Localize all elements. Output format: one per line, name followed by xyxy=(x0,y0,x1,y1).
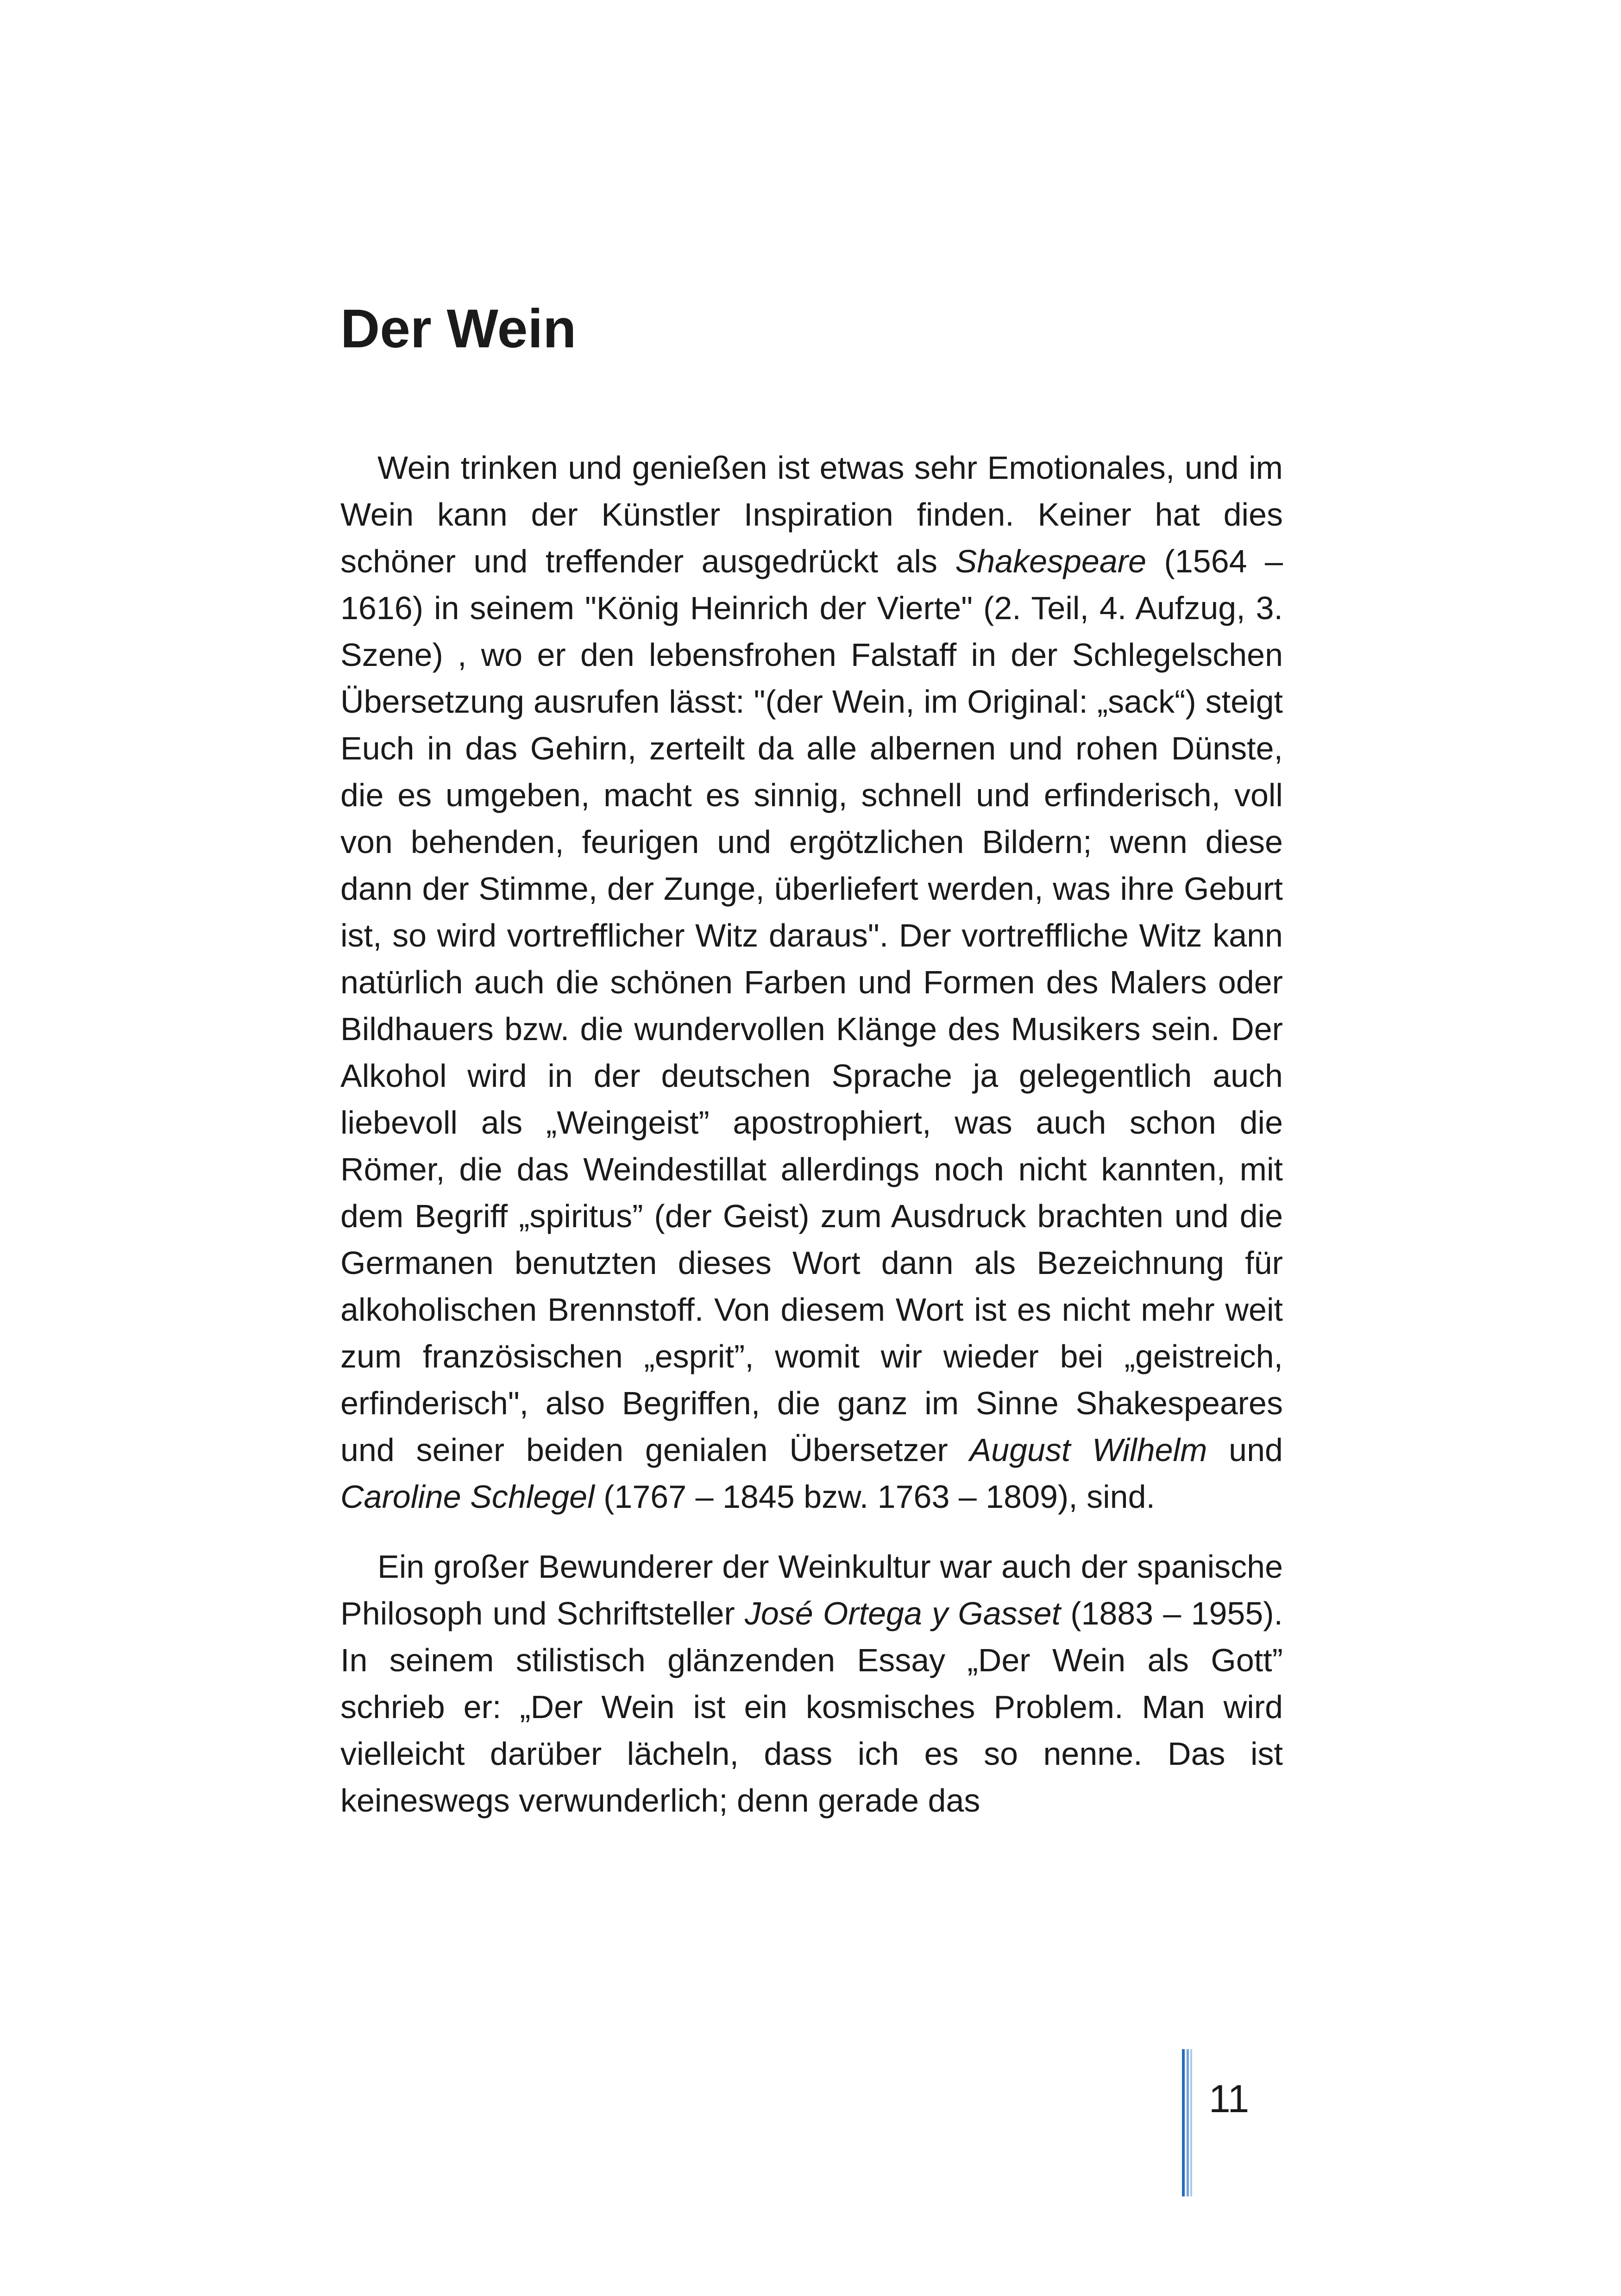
paragraph-1-text-4: (1767 – 1845 bzw. 1763 – 1809), sind. xyxy=(594,1479,1155,1515)
chapter-body xyxy=(340,445,1283,1824)
paragraph-2-text-2: (1883 – 1955). In seinem stilistisch glänzenden Essay „Der Wein als Gott” schrieb er: „Der Wein ist ein kosmisches Problem. Man wird vielleicht darüber lächeln, dass ich es so nenne. Das ist keineswegs verwunderlich; denn gerade das xyxy=(340,1595,1283,1819)
paragraph-1-text-2: (1564 – 1616) in seinem "König Heinrich der Vierte" (2. Teil, 4. Aufzug, 3. Szene) , wo er den lebensfrohen Falstaff in der Schlegelschen Übersetzung ausrufen lässt: "(der Wein, im Original: „sack“) steigt Euch in das Gehirn, zerteilt da alle albernen und rohen Dünste, die es umgeben, macht es sinnig, schnell und erfinderisch, voll von behenden, feurigen und ergötzlichen Bildern; wenn diese dann der Stimme, der Zunge, überliefert werden, was ihre Geburt ist, so wird vortrefflicher Witz daraus". Der vortreffliche Witz kann natürlich auch die schönen Farben und Formen des Malers oder Bildhauers bzw. die wundervollen Klänge des Musikers sein. Der Alkohol wird in der deutschen Sprache ja gelegentlich auch liebevoll als „Weingeist” apostrophiert, was auch schon die Römer, die das Weindestillat allerdings noch nicht kannten, mit dem Begriff „spiritus” (der Geist) zum Ausdruck brachten und die Germanen benutzten dieses Wort dann als Bezeichnung für alkoholischen Brennstoff. Von diesem Wort ist es nicht mehr weit zum französischen „esprit”, womit wir wieder bei „geistreich, erfinderisch", also Begriffen, die ganz im Sinne Shakespeares und seiner beiden genialen Übersetzer xyxy=(340,543,1283,1468)
page-number-decoration xyxy=(1182,2049,1192,2196)
paragraph-1-text-1: Wein trinken und genießen ist etwas sehr Emotionales, und im Wein kann der Künstler Inspiration finden. Keiner hat dies schöner und treffender ausgedrückt als xyxy=(340,450,1283,579)
page-number: 11 xyxy=(1209,2077,1250,2120)
paragraph-1-text-3: und xyxy=(1207,1432,1283,1468)
paragraph-1 xyxy=(340,445,1283,1520)
paragraph-2-text-1: Ein großer Bewunderer der Weinkultur war auch der spanische Philosoph und Schriftsteller xyxy=(340,1549,1283,1631)
author-name-shakespeare: Shakespeare xyxy=(955,543,1147,579)
decoration-bar-light xyxy=(1190,2049,1192,2196)
paragraph-2 xyxy=(340,1543,1283,1824)
translator-name-august-wilhelm: August Wilhelm xyxy=(969,1432,1207,1468)
author-name-ortega-y-gasset: José Ortega y Gasset xyxy=(744,1595,1061,1631)
decoration-bar-dark xyxy=(1182,2049,1185,2196)
decoration-bar-mid xyxy=(1187,2049,1189,2196)
chapter-title: Der Wein xyxy=(340,298,577,359)
translator-name-caroline-schlegel: Caroline Schlegel xyxy=(340,1479,595,1515)
